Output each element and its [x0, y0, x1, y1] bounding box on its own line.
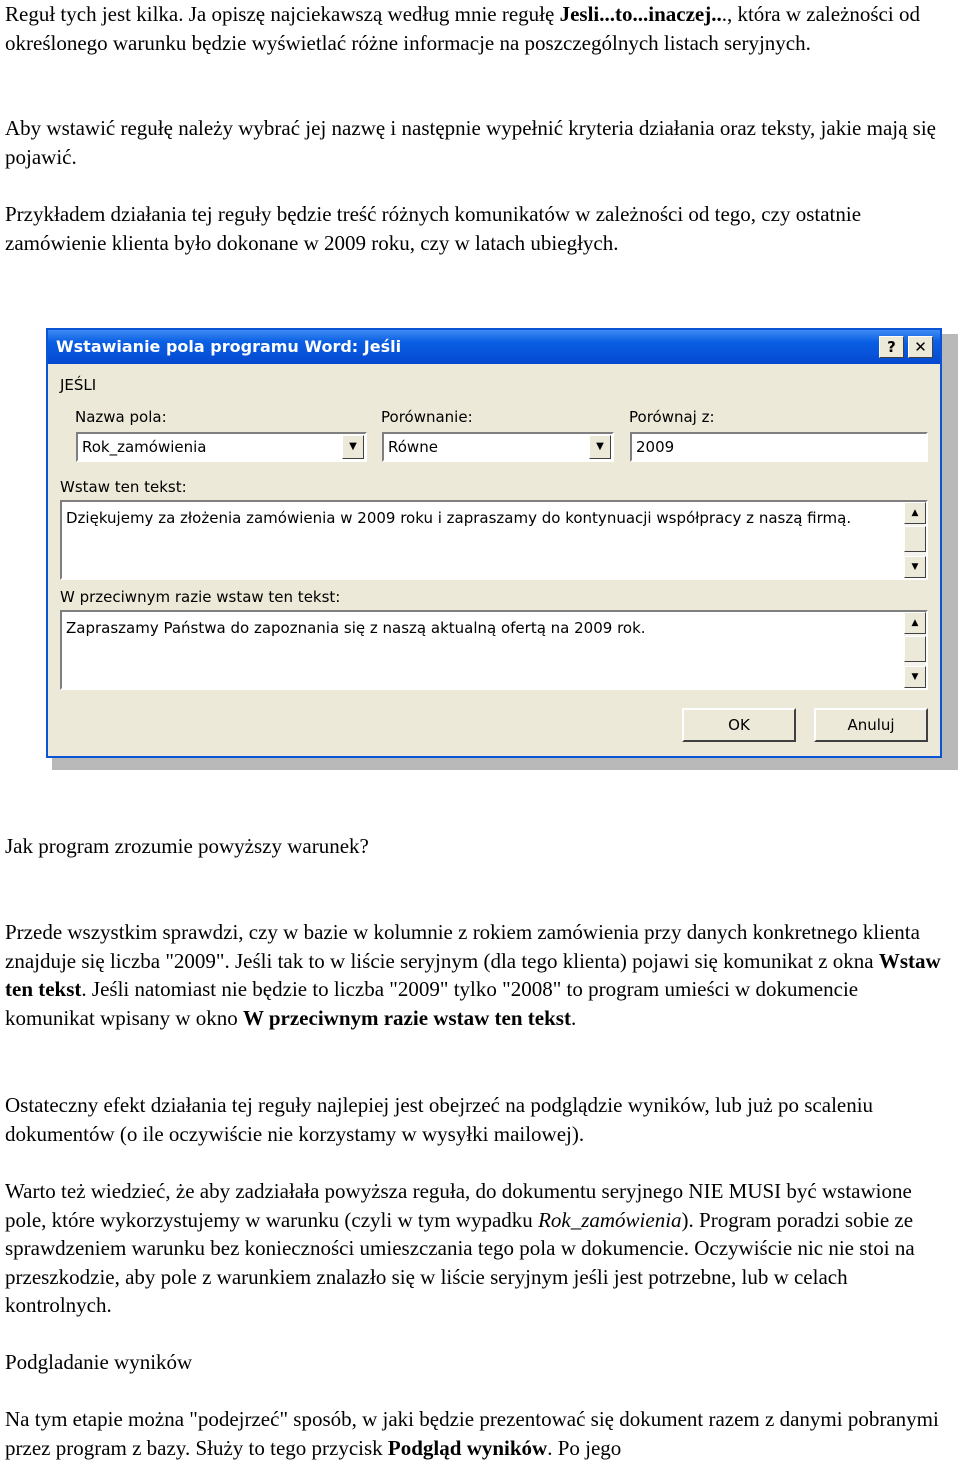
preview-button-name-bold: Podgląd wyników — [387, 1435, 548, 1460]
compare-to-label: Porównaj z: — [629, 408, 715, 426]
intro-paragraph-3: Przykładem działania tej reguły będzie treść różnych komunikatów w zależności od tego, czy ostatnie zamówienie klienta było dokonane w 2009 roku, czy w latach ubiegłych. — [5, 202, 862, 255]
comparison-value: Równe — [388, 438, 438, 456]
close-button[interactable]: ✕ — [908, 336, 933, 358]
dialog-titlebar[interactable] — [48, 330, 940, 364]
otherwise-text-bold: W przeciwnym razie wstaw ten tekst — [242, 1005, 571, 1030]
field-name-value: Rok_zamówienia — [82, 438, 207, 456]
chevron-down-icon[interactable]: ▼ — [342, 435, 364, 459]
compare-to-input[interactable] — [630, 432, 928, 462]
ok-button[interactable]: OK — [682, 708, 796, 742]
dialog-title: Wstawianie pola programu Word: Jeśli — [56, 337, 402, 356]
field-name-label: Nazwa pola: — [75, 408, 167, 426]
intro-paragraph-2: Aby wstawić regułę należy wybrać jej nazwę i następnie wypełnić kryteria działania oraz teksty, jakie mają się pojawić. — [5, 116, 936, 169]
if-group-label: JEŚLI — [60, 376, 97, 394]
otherwise-text-textarea[interactable] — [60, 610, 928, 690]
text-run: . Jeśli natomiast nie będzie to liczba "2009" tylko "2008" to program umieści w dokumencie komunikat wpisany w okno — [5, 977, 859, 1030]
scroll-down-icon[interactable]: ▼ — [904, 556, 926, 578]
field-name-combobox[interactable] — [76, 432, 367, 462]
note-paragraph — [5, 1177, 950, 1320]
text-run: ). Program poradzi sobie ze sprawdzeniem warunku bez konieczności umieszczania tego pola w dokumencie. Oczywiście nic nie stoi na przeszkodzie, aby pole z warunkiem znalazło się w liście seryjnym jeśli jest potrzebne, lub w celach kontrolnych. — [5, 1207, 915, 1318]
insert-field-dialog — [46, 328, 942, 758]
scroll-up-icon[interactable]: ▲ — [904, 612, 926, 634]
compare-to-value: 2009 — [636, 438, 675, 456]
insert-text-bold: Wstaw ten tekst — [5, 948, 941, 1002]
preview-paragraph — [5, 1405, 950, 1462]
otherwise-text-value: Zapraszamy Państwa do zapoznania się z naszą aktualną ofertą na 2009 rok. — [66, 619, 646, 637]
insert-text-textarea[interactable] — [60, 500, 928, 580]
otherwise-text-scrollbar[interactable] — [904, 612, 926, 688]
section-heading: Podgladanie wyników — [5, 1350, 193, 1374]
insert-text-value: Dziękujemy za złożenia zamówienia w 2009 roku i zapraszamy do kontynuacji współpracy z naszą firmą. — [66, 509, 852, 527]
scroll-up-icon[interactable]: ▲ — [904, 502, 926, 524]
insert-text-label: Wstaw ten tekst: — [60, 478, 187, 496]
text-run: . Po jego — [547, 1435, 622, 1460]
text-run: Reguł tych jest kilka. Ja opiszę najciekawszą według mnie regułę — [5, 2, 560, 26]
scroll-down-icon[interactable]: ▼ — [904, 666, 926, 688]
field-name-italic: Rok_zamówienia — [538, 1207, 682, 1232]
text-run: . — [570, 1005, 577, 1030]
intro-paragraph-1 — [5, 0, 950, 57]
text-run: ., która w zależności od określonego warunku będzie wyświetlać różne informacje na poszczególnych listach seryjnych. — [5, 2, 920, 55]
text-run: Na tym etapie można "podejrzeć" sposób, w jaki będzie prezentować się dokument razem z danymi pobranymi przez program z bazy. Służy to tego przycisk — [5, 1407, 939, 1460]
comparison-combobox[interactable] — [382, 432, 614, 462]
scroll-thumb[interactable] — [904, 526, 926, 552]
text-run: Przede wszystkim sprawdzi, czy w bazie w kolumnie z rokiem zamówienia przy danych konkretnego klienta znajduje się liczba "2009". Jeśli tak to w liście seryjnym (dla tego klienta) pojawi się komunikat z okna — [5, 920, 920, 973]
chevron-down-icon[interactable]: ▼ — [589, 435, 611, 459]
rule-name-bold: Jesli...to...inaczej.. — [559, 2, 722, 26]
cancel-button[interactable]: Anuluj — [814, 708, 928, 742]
question-line: Jak program zrozumie powyższy warunek? — [5, 834, 369, 858]
otherwise-text-label: W przeciwnym razie wstaw ten tekst: — [60, 588, 341, 606]
insert-text-scrollbar[interactable] — [904, 502, 926, 578]
effect-paragraph: Ostateczny efekt działania tej reguły najlepiej jest obejrzeć na podglądzie wyników, lub już po scaleniu dokumentów (o ile oczywiście nie korzystamy w wysyłki mailowej). — [5, 1093, 874, 1146]
explanation-paragraph — [5, 918, 950, 1032]
scroll-thumb[interactable] — [904, 636, 926, 662]
help-button[interactable]: ? — [879, 336, 904, 358]
comparison-label: Porównanie: — [381, 408, 473, 426]
text-run: Warto też wiedzieć, że aby zadziałała powyższa reguła, do dokumentu seryjnego NIE MUSI być wstawione pole, które wykorzystujemy w warunku (czyli w tym wypadku — [5, 1179, 912, 1232]
